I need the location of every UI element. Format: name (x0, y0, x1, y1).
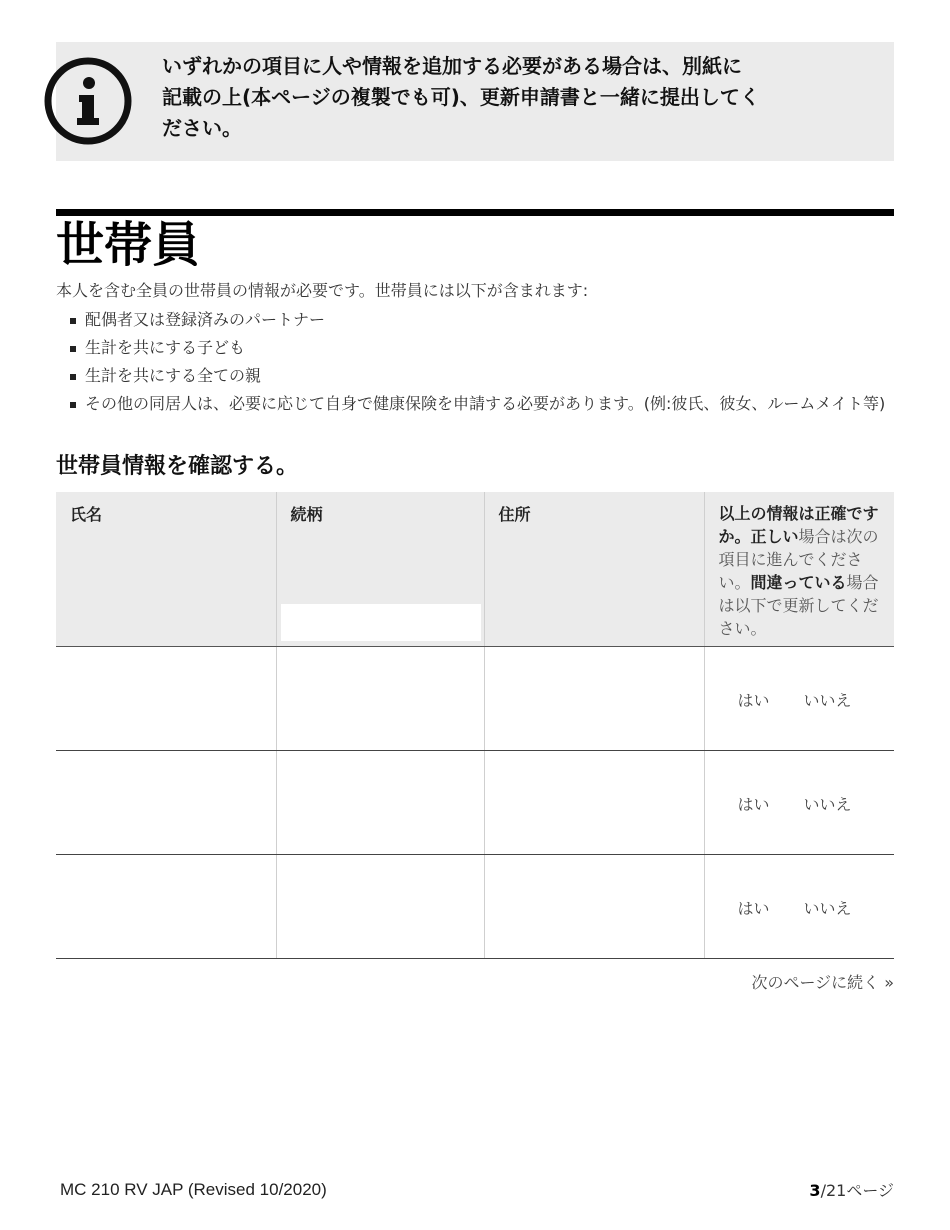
notice-line: 記載の上(本ページの複製でも可)、更新申請書と一緒に提出してく (162, 85, 760, 109)
section-title: 世帯員 (56, 217, 201, 273)
yes-option[interactable]: はい (737, 691, 770, 710)
confirm-heading: 世帯員情報を確認する。 (56, 454, 299, 479)
list-item: 配偶者又は登録済みのパートナー (70, 309, 900, 331)
column-header-address: 住所 (484, 492, 704, 647)
accuracy-question: 以上の情報は正確ですか。正しい場合は次の項目に進んでください。間違っている場合は以下で更新してください。 (718, 504, 879, 638)
household-members-table (56, 492, 894, 959)
table-row (56, 855, 894, 959)
bullet-square-icon (70, 318, 76, 324)
relationship-cell[interactable] (276, 855, 484, 959)
no-option[interactable]: いいえ (803, 795, 852, 814)
address-cell[interactable] (484, 855, 704, 959)
relationship-header-field[interactable] (281, 604, 481, 641)
info-icon (43, 56, 133, 146)
name-cell[interactable] (56, 751, 276, 855)
accuracy-cell (704, 647, 894, 751)
bullet-square-icon (70, 346, 76, 352)
column-header-relationship: 続柄 (276, 492, 484, 647)
name-cell[interactable] (56, 647, 276, 751)
bullet-square-icon (70, 374, 76, 380)
address-cell[interactable] (484, 751, 704, 855)
table-row (56, 751, 894, 855)
no-option[interactable]: いいえ (803, 899, 852, 918)
section-intro: 本人を含む全員の世帯員の情報が必要です。世帯員には以下が含まれます: (56, 281, 589, 300)
notice-text (162, 51, 862, 144)
bullet-square-icon (70, 402, 76, 408)
page-number: 3/21ページ (809, 1181, 894, 1200)
accuracy-cell (704, 751, 894, 855)
relationship-cell[interactable] (276, 751, 484, 855)
accuracy-cell (704, 855, 894, 959)
relationship-cell[interactable] (276, 647, 484, 751)
name-cell[interactable] (56, 855, 276, 959)
member-type-list (70, 309, 900, 421)
continue-note: 次のページに続く » (751, 973, 894, 992)
list-item: その他の同居人は、必要に応じて自身で健康保険を申請する必要があります。(例:彼氏、彼女、ルームメイト等) (70, 393, 900, 415)
form-id: MC 210 RV JAP (Revised 10/2020) (60, 1180, 327, 1199)
list-item: 生計を共にする子ども (70, 337, 900, 359)
section-divider (56, 209, 894, 216)
list-item: 生計を共にする全ての親 (70, 365, 900, 387)
yes-option[interactable]: はい (737, 795, 770, 814)
notice-line: ださい。 (162, 116, 242, 140)
yes-option[interactable]: はい (737, 899, 770, 918)
no-option[interactable]: いいえ (803, 691, 852, 710)
notice-line: いずれかの項目に人や情報を追加する必要がある場合は、別紙に (162, 54, 742, 78)
table-row (56, 647, 894, 751)
address-cell[interactable] (484, 647, 704, 751)
column-header-question (704, 492, 894, 647)
column-header-name: 氏名 (56, 492, 276, 647)
